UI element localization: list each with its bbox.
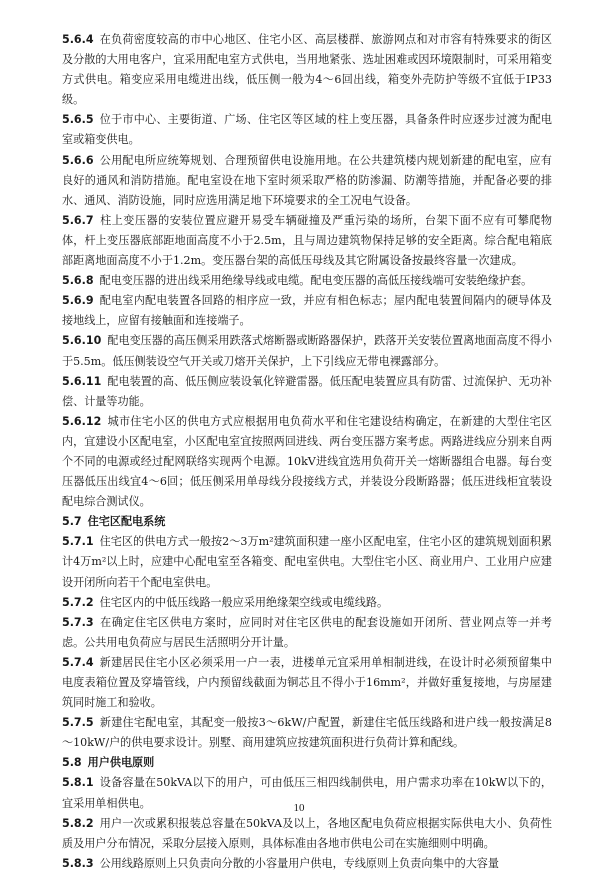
paragraph-5-6-7 bbox=[62, 211, 552, 271]
section-number: 5.8.2 bbox=[62, 816, 94, 830]
paragraph-text: 配电装置的高、低压侧应装设氧化锌避雷器。低压配电装置应具有防雷、过流保护、无功补偿、计量等功能。 bbox=[62, 374, 552, 408]
paragraph-5-6-6 bbox=[62, 151, 552, 211]
paragraph-text: 住宅区内的中低压线路一般应采用绝缘架空线或电缆线路。 bbox=[99, 595, 389, 609]
paragraph-text: 新建住宅配电室，其配变一般按3～6kW/户配置，新建住宅低压线路和进户线一般按满足8～10kW/户的供电要求设计。别墅、商用建筑应按建筑面积进行负荷计算和配线。 bbox=[62, 716, 552, 750]
page-number: 10 bbox=[293, 802, 305, 814]
paragraph-5-8-3 bbox=[62, 854, 552, 874]
paragraph-text: 公用线路原则上只负责向分散的小容量用户供电，专线原则上负责向集中的大容量 bbox=[99, 856, 499, 870]
section-number: 5.6.7 bbox=[62, 213, 94, 227]
heading-title: 用户供电原则 bbox=[87, 756, 155, 770]
section-number: 5.6.11 bbox=[62, 374, 102, 388]
section-number: 5.7.3 bbox=[62, 615, 94, 629]
paragraph-text: 配电室内配电装置各回路的相序应一致，并应有相色标志；屋内配电装置间隔内的硬导体及接地线上，应留有接触面和连接端子。 bbox=[62, 294, 552, 328]
paragraph-5-6-12 bbox=[62, 412, 552, 512]
section-number: 5.6.9 bbox=[62, 294, 94, 308]
paragraph-text: 在确定住宅区供电方案时，应同时对住宅区供电的配套设施如开闭所、营业网点等一并考虑。公共用电负荷应与居民生活照明分开计量。 bbox=[62, 615, 552, 649]
section-number: 5.7.5 bbox=[62, 716, 94, 730]
paragraph-text: 在负荷密度较高的市中心地区、住宅小区、高层楼群、旅游网点和对市容有特殊要求的街区及分散的大用电客户，宜采用配电室方式供电，当用地紧张、选址困难或因环境限制时，可采用箱变方式供电。箱变应采用电缆进出线，低压侧一般为4～6回出线，箱变外壳防护等级不宜低于IP33级。 bbox=[62, 33, 552, 107]
section-number: 5.6.8 bbox=[62, 274, 94, 288]
section-heading-5-7 bbox=[62, 512, 552, 532]
section-number: 5.8.3 bbox=[62, 856, 94, 870]
paragraph-5-6-9 bbox=[62, 291, 552, 331]
paragraph-5-7-2 bbox=[62, 593, 552, 613]
section-number: 5.7.2 bbox=[62, 595, 94, 609]
paragraph-text: 设备容量在50kVA以下的用户，可由低压三相四线制供电，用户需求功率在10kW以下的，宜采用单相供电。 bbox=[62, 776, 552, 810]
paragraph-text: 住宅区的供电方式一般按2～3万m²建筑面积建一座小区配电室，住宅小区的建筑规划面积累计4万m²以上时，应建中心配电室至各箱变、配电室供电。大型住宅小区、商业用户、工业用户应建设开闭所向若干个配电室供电。 bbox=[62, 535, 552, 589]
page-body bbox=[62, 30, 552, 874]
section-number: 5.6.6 bbox=[62, 153, 94, 167]
paragraph-5-8-2 bbox=[62, 814, 552, 854]
paragraph-5-6-8 bbox=[62, 271, 552, 291]
section-number: 5.6.5 bbox=[62, 113, 94, 127]
paragraph-text: 用户一次或累积报装总容量在50kVA及以上，各地区配电负荷应根据实际供电大小、负荷性质及用户分布情况，采取分层接入原则，具体标准由各地市供电公司在实施细则中明确。 bbox=[62, 816, 552, 850]
heading-number: 5.7 bbox=[62, 515, 82, 529]
paragraph-5-6-11 bbox=[62, 372, 552, 412]
paragraph-5-7-5 bbox=[62, 713, 552, 753]
paragraph-text: 配电变压器的高压侧采用跌落式熔断器或断路器保护，跌落开关安装位置离地面高度不得小于5.5m。低压侧装设空气开关或刀熔开关保护，上下引线应无带电裸露部分。 bbox=[62, 334, 552, 368]
paragraph-5-6-5 bbox=[62, 110, 552, 150]
section-number: 5.7.1 bbox=[62, 535, 94, 549]
paragraph-5-6-4 bbox=[62, 30, 552, 110]
paragraph-text: 柱上变压器的安装位置应避开易受车辆碰撞及严重污染的场所，台架下面不应有可攀爬物体，杆上变压器底部距地面高度不小于2.5m，且与周边建筑物保持足够的安全距离。综合配电箱底部距离地面高度不小于1.2m。变压器台架的高低压母线及其它附属设备按最终容量一次建成。 bbox=[62, 213, 552, 268]
paragraph-text: 位于市中心、主要街道、广场、住宅区等区域的柱上变压器，具备条件时应逐步过渡为配电室或箱变供电。 bbox=[62, 113, 552, 147]
paragraph-text: 公用配电所应统筹规划、合理预留供电设施用地。在公共建筑楼内规划新建的配电室，应有良好的通风和消防措施。配电室设在地下室时须采取严格的防渗漏、防潮等措施，并配备必要的排水、通风、消防设施，同时应选用满足地下环境要求的全工况电气设备。 bbox=[62, 153, 552, 207]
paragraph-5-7-1 bbox=[62, 532, 552, 592]
section-number: 5.6.10 bbox=[62, 334, 102, 348]
section-number: 5.8.1 bbox=[62, 776, 94, 790]
paragraph-text: 城市住宅小区的供电方式应根据用电负荷水平和住宅建设结构确定，在新建的大型住宅区内，宜建设小区配电室，小区配电室宜按照两回进线、两台变压器方案考虑。两路进线应分别来自两个不同的电源或经过配网联络实现两个电源。10kV进线宜选用负荷开关一熔断器组合电器。每台变压器低压出线宜4～6回；低压侧采用单母线分段接线方式，并装设分段断路器；低压进线柜宜装设配电综合测试仪。 bbox=[62, 414, 552, 509]
heading-title: 住宅区配电系统 bbox=[87, 515, 166, 529]
section-number: 5.7.4 bbox=[62, 655, 94, 669]
paragraph-text: 新建居民住宅小区必须采用一户一表，进楼单元宜采用单相制进线，在设计时必须预留集中电度表箱位置及穿墙管线，户内预留线截面为铜芯且不得小于16mm²，并做好重复接地，与房屋建筑同时施工和验收。 bbox=[62, 655, 552, 710]
paragraph-5-7-3 bbox=[62, 613, 552, 653]
heading-number: 5.8 bbox=[62, 756, 82, 770]
paragraph-5-6-10 bbox=[62, 331, 552, 371]
section-number: 5.6.4 bbox=[62, 33, 94, 46]
paragraph-text: 配电变压器的进出线采用绝缘导线或电缆。配电变压器的高低压接线端可安装绝缘护套。 bbox=[99, 274, 533, 288]
section-heading-5-8 bbox=[62, 753, 552, 773]
paragraph-5-7-4 bbox=[62, 653, 552, 713]
section-number: 5.6.12 bbox=[62, 414, 102, 428]
